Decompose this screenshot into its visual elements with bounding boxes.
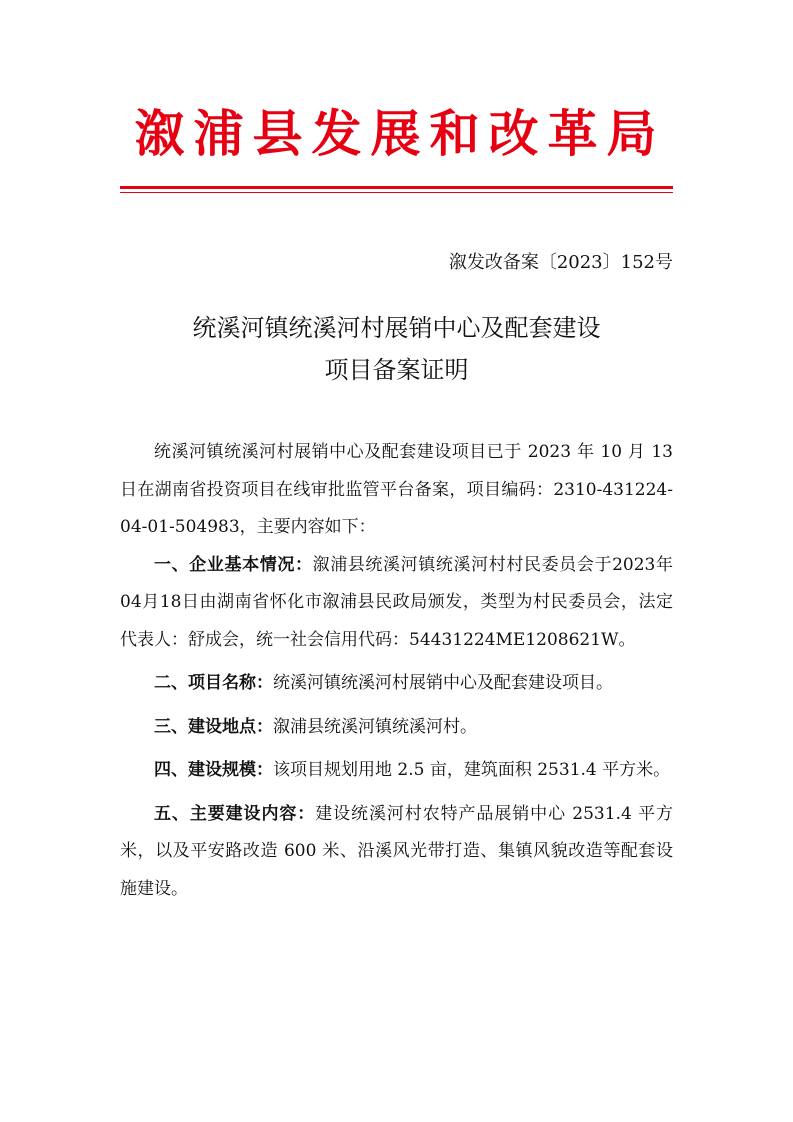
section-main-content — [120, 796, 673, 909]
intro-paragraph: 统溪河镇统溪河村展销中心及配套建设项目已于 2023 年 10 月 13 日在湖南省投资项目在线审批监管平台备案，项目编码：2310-431224-04-01-504983，主要内容如下： — [120, 442, 673, 537]
section-location — [120, 709, 673, 747]
org-header-title: 溆浦县发展和改革局 — [134, 105, 666, 163]
section-label: 五、主要建设内容： — [154, 803, 316, 824]
section-text: 溆浦县统溪河镇统溪河村。 — [273, 716, 477, 737]
section-text: 建设统溪河村农特产品展销中心 2531.4 平方米，以及平安路改造 600 米、沿溪风光带打造、集镇风貌改造等配套设施建设。 — [120, 803, 674, 899]
section-label: 二、项目名称： — [154, 673, 273, 693]
section-label: 一、企业基本情况： — [154, 554, 313, 575]
section-enterprise-info — [120, 547, 673, 660]
document-body — [120, 434, 673, 908]
section-text: 该项目规划用地 2.5 亩，建筑面积 2531.4 平方米。 — [273, 760, 671, 780]
header-red-rule-thick — [120, 186, 673, 189]
section-project-name — [120, 665, 673, 703]
document-number: 溆发改备案〔2023〕152号 — [448, 252, 673, 273]
header-red-rule-thin — [120, 192, 673, 193]
document-title-line-2: 项目备案证明 — [324, 356, 469, 384]
section-label: 四、建设规模： — [154, 760, 273, 780]
section-label: 三、建设地点： — [154, 716, 273, 737]
document-title — [100, 307, 693, 391]
section-text: 溆浦县统溪河镇统溪河村村民委员会于2023年04月18日由湖南省怀化市溆浦县民政局颁发，类型为村民委员会，法定代表人：舒成会，统一社会信用代码：54431224ME1208621W。 — [120, 554, 673, 650]
document-title-line-1: 统溪河镇统溪河村展销中心及配套建设 — [192, 314, 601, 342]
section-text: 统溪河镇统溪河村展销中心及配套建设项目。 — [273, 673, 613, 693]
section-scale — [120, 752, 673, 790]
